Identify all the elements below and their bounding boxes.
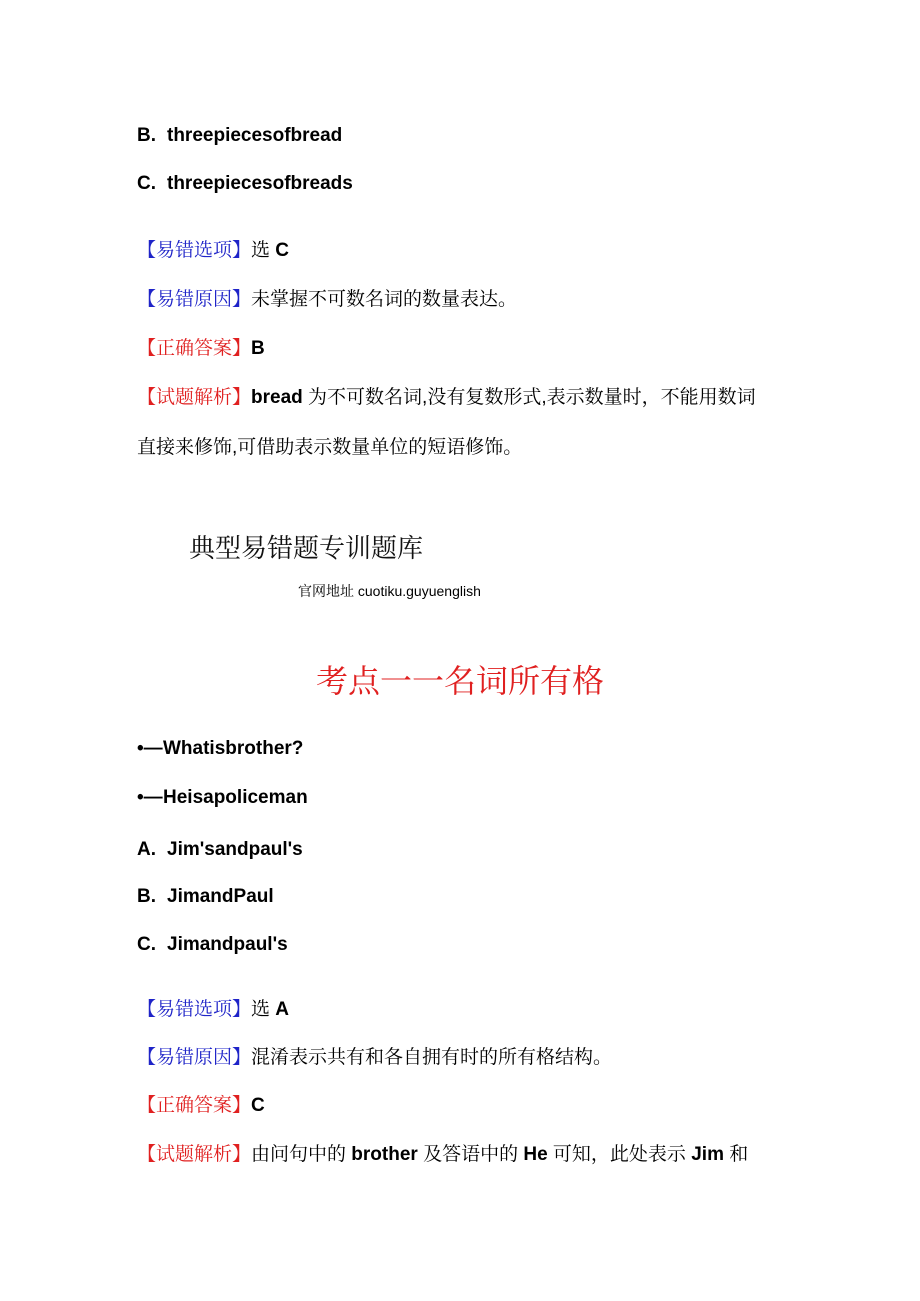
q1-option-b: [137, 124, 342, 148]
analysis-keyword: Jim: [691, 1144, 724, 1165]
correct-answer-value: B: [251, 338, 265, 359]
q2-option-c: [137, 933, 288, 957]
wrong-choice-label: 【易错选项】: [137, 999, 252, 1020]
option-text: Jimandpaul's: [167, 934, 288, 955]
q2-option-a: [137, 838, 303, 862]
option-letter: C.: [137, 934, 156, 955]
q1-wrong-reason: [137, 288, 517, 312]
analysis-text: 及答语中的: [417, 1144, 524, 1165]
q1-analysis-line2: [137, 436, 522, 460]
wrong-reason-text: 未掌握不可数名词的数量表达。: [251, 289, 518, 310]
q1-correct-answer: [137, 337, 265, 361]
option-letter: B.: [137, 125, 156, 146]
analysis-text: 可知，此处表示: [547, 1144, 692, 1165]
wrong-reason-label: 【易错原因】: [137, 1047, 252, 1068]
analysis-text: 和: [723, 1144, 749, 1165]
correct-answer-label: 【正确答案】: [137, 338, 252, 359]
dialog-bullet: •—: [137, 738, 163, 759]
analysis-keyword: He: [523, 1144, 548, 1165]
option-letter: C.: [137, 173, 156, 194]
wrong-choice-value: A: [275, 999, 290, 1020]
q2-analysis-line1: [137, 1143, 748, 1167]
option-letter: B.: [137, 886, 156, 907]
analysis-label: 【试题解析】: [137, 1144, 252, 1165]
analysis-keyword: brother: [351, 1144, 418, 1165]
dialog-text: Whatisbrother?: [163, 738, 304, 759]
q2-wrong-reason: [137, 1046, 612, 1070]
q2-wrong-choice: [137, 998, 289, 1022]
option-text: Jim'sandpaul's: [167, 839, 303, 860]
wrong-choice-prefix: 选: [251, 240, 276, 261]
q2-dialog-answer: [137, 786, 308, 810]
q1-wrong-choice: [137, 239, 289, 263]
option-letter: A.: [137, 839, 156, 860]
option-text: JimandPaul: [167, 886, 274, 907]
wrong-choice-prefix: 选: [251, 999, 276, 1020]
q2-correct-answer: [137, 1094, 265, 1118]
wrong-reason-text: 混淆表示共有和各自拥有时的所有格结构。: [251, 1047, 613, 1068]
q2-option-b: [137, 885, 274, 909]
analysis-text: 为不可数名词,没有复数形式,表示数量时，不能用数词: [302, 387, 756, 408]
dialog-text: Heisapoliceman: [163, 787, 308, 808]
wrong-choice-label: 【易错选项】: [137, 240, 252, 261]
option-text: threepiecesofbreads: [167, 173, 353, 194]
wrong-choice-value: C: [275, 240, 290, 261]
analysis-keyword: bread: [251, 387, 303, 408]
section-title: 考点一一名词所有格: [315, 662, 604, 700]
promo-title: 典型易错题专训题库: [189, 534, 424, 564]
q1-analysis-line1: [137, 386, 756, 410]
analysis-label: 【试题解析】: [137, 387, 252, 408]
wrong-reason-label: 【易错原因】: [137, 289, 252, 310]
q2-dialog-question: [137, 737, 303, 761]
dialog-bullet: •—: [137, 787, 163, 808]
promo-website: 官网地址 cuotiku.guyuenglish: [298, 583, 481, 599]
correct-answer-label: 【正确答案】: [137, 1095, 252, 1116]
option-text: threepiecesofbread: [167, 125, 343, 146]
correct-answer-value: C: [251, 1095, 265, 1116]
q1-option-c: [137, 172, 353, 196]
analysis-text: 直接来修饰,可借助表示数量单位的短语修饰。: [137, 437, 523, 458]
analysis-text: 由问句中的: [251, 1144, 352, 1165]
